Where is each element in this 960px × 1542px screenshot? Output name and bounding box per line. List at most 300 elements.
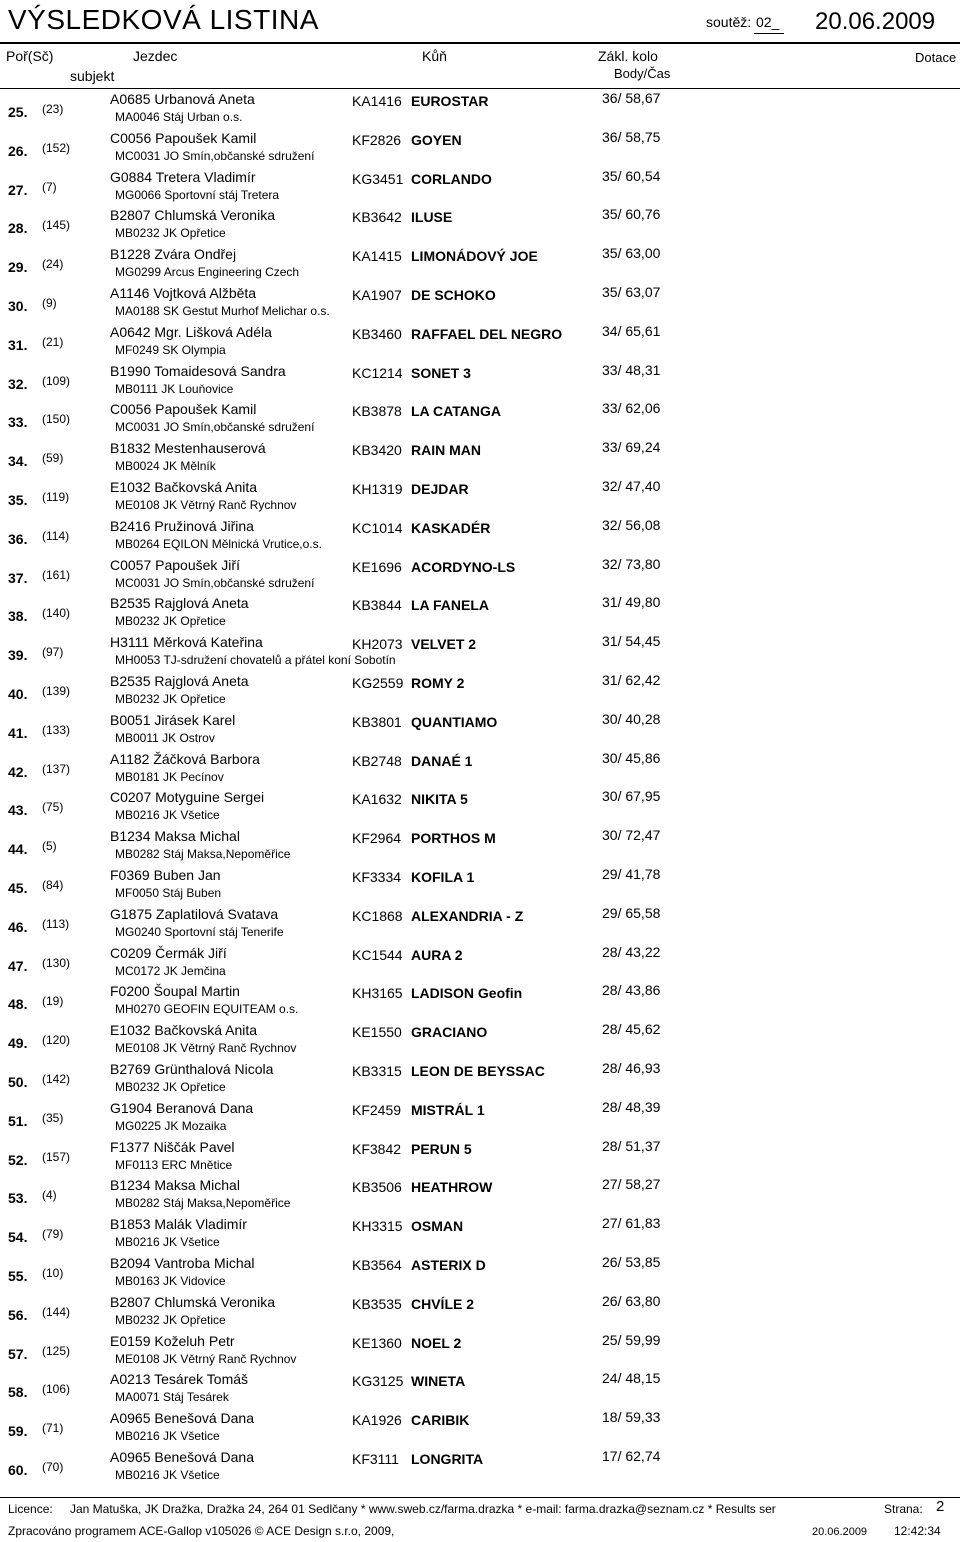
subject: MA0188 SK Gestut Murhof Melichar o.s. (115, 304, 330, 318)
rank: 51. (8, 1113, 28, 1129)
start-number: (125) (42, 1344, 71, 1358)
rank: 41. (8, 725, 28, 741)
start-number: (23) (42, 102, 64, 116)
rank: 50. (8, 1074, 28, 1090)
horse-name: LEON DE BEYSSAC (411, 1063, 545, 1079)
horse-name: SONET 3 (411, 365, 471, 381)
horse-name: LADISON Geofin (411, 985, 523, 1001)
rider: A1182 Žáčková Barbora (110, 751, 260, 767)
horse-name: CORLANDO (411, 171, 492, 187)
col-header-round: Zákl. kolo (598, 48, 658, 64)
result: 31/ 54,45 (602, 633, 661, 649)
result-row (0, 750, 960, 789)
horse-name: LA CATANGA (411, 403, 501, 419)
result-row (0, 1215, 960, 1254)
horse-code: KB3844 (352, 597, 402, 613)
horse-code: KF2826 (352, 132, 402, 148)
subject: MB0282 Stáj Maksa,Nepoměřice (115, 847, 291, 861)
rider: B2416 Pružinová Jiřina (110, 518, 254, 534)
result: 30/ 40,28 (602, 711, 661, 727)
rider: B1990 Tomaidesová Sandra (110, 363, 286, 379)
horse-name: LIMONÁDOVÝ JOE (411, 248, 538, 264)
horse-name: RAFFAEL DEL NEGRO (411, 326, 563, 342)
result-row (0, 168, 960, 207)
result-row (0, 594, 960, 633)
start-number: (130) (42, 956, 71, 970)
horse-code: KA1926 (352, 1412, 402, 1428)
horse-code: KB3564 (352, 1257, 402, 1273)
rank: 30. (8, 298, 28, 314)
rider: C0209 Čermák Jiří (110, 945, 227, 961)
result-row (0, 1060, 960, 1099)
rider: A0642 Mgr. Lišková Adéla (110, 324, 272, 340)
horse-code: KA1907 (352, 287, 402, 303)
result-row (0, 866, 960, 905)
result: 30/ 45,86 (602, 750, 661, 766)
page-title: VÝSLEDKOVÁ LISTINA (8, 4, 319, 35)
start-number: (7) (42, 180, 57, 194)
result: 33/ 48,31 (602, 362, 661, 378)
rider: C0207 Motyguine Sergei (110, 789, 265, 805)
start-number: (113) (42, 917, 70, 931)
subject: MH0270 GEOFIN EQUITEAM o.s. (115, 1002, 299, 1016)
subject: MB0264 EQILON Mělnická Vrutice,o.s. (115, 537, 322, 551)
rider: E1032 Bačkovská Anita (110, 479, 258, 495)
rank: 58. (8, 1384, 28, 1400)
subject: MG0225 JK Mozaika (115, 1119, 227, 1133)
subject: MG0240 Sportovní stáj Tenerife (115, 925, 284, 939)
start-number: (152) (42, 141, 71, 155)
col-header-horse: Kůň (422, 48, 447, 64)
start-number: (157) (42, 1150, 71, 1164)
horse-name: ASTERIX D (411, 1257, 486, 1273)
subject: MH0053 TJ-sdružení chovatelů a přátel koní Sobotín (115, 653, 396, 667)
start-number: (161) (42, 568, 71, 582)
rider: B1228 Zvára Ondřej (110, 246, 237, 262)
horse-code: KB3420 (352, 442, 402, 458)
rank: 55. (8, 1268, 28, 1284)
start-number: (139) (42, 684, 71, 698)
footer-divider (0, 1497, 960, 1498)
print-date: 20.06.2009 (812, 1526, 868, 1538)
rank: 43. (8, 802, 28, 818)
rider: B1234 Maksa Michal (110, 1177, 240, 1193)
contest-label: soutěž: (706, 14, 752, 30)
rank: 56. (8, 1307, 28, 1323)
horse-name: GRACIANO (411, 1024, 488, 1040)
rider: A1146 Vojtková Alžběta (110, 285, 257, 301)
result-row (0, 1176, 960, 1215)
start-number: (145) (42, 218, 71, 232)
subject: MB0024 JK Mělník (115, 459, 216, 473)
horse-code: KB3460 (352, 326, 402, 342)
start-number: (150) (42, 412, 71, 426)
horse-code: KB3315 (352, 1063, 402, 1079)
result-row (0, 1448, 960, 1487)
result: 30/ 72,47 (602, 827, 661, 843)
horse-code: KC1014 (352, 520, 403, 536)
horse-name: DANAÉ 1 (411, 753, 473, 769)
result-row (0, 439, 960, 478)
result-row (0, 1099, 960, 1138)
rider: A0965 Benešová Dana (110, 1410, 254, 1426)
subject: MB0181 JK Pecínov (115, 770, 224, 784)
rider: E1032 Bačkovská Anita (110, 1022, 258, 1038)
result-row (0, 556, 960, 595)
horse-name: QUANTIAMO (411, 714, 498, 730)
result-row (0, 944, 960, 983)
start-number: (79) (42, 1227, 64, 1241)
horse-name: NIKITA 5 (411, 791, 468, 807)
subject: MB0216 JK Všetice (115, 1429, 220, 1443)
horse-name: LONGRITA (411, 1451, 484, 1467)
result: 28/ 43,22 (602, 944, 661, 960)
rank: 36. (8, 531, 28, 547)
rank: 48. (8, 996, 28, 1012)
result-row (0, 245, 960, 284)
subject: MB0232 JK Opřetice (115, 692, 226, 706)
subject: ME0108 JK Větrný Ranč Rychnov (115, 498, 297, 512)
horse-code: KA1632 (352, 791, 402, 807)
result: 31/ 62,42 (602, 672, 661, 688)
result-row (0, 1370, 960, 1409)
rank: 54. (8, 1229, 28, 1245)
result-row (0, 633, 960, 672)
horse-name: LA FANELA (411, 597, 490, 613)
result: 30/ 67,95 (602, 788, 661, 804)
horse-code: KH2073 (352, 636, 403, 652)
result-row (0, 129, 960, 168)
rank: 52. (8, 1152, 28, 1168)
result: 29/ 41,78 (602, 866, 661, 882)
horse-code: KC1214 (352, 365, 403, 381)
horse-name: OSMAN (411, 1218, 464, 1234)
subject: MA0071 Stáj Tesárek (115, 1390, 229, 1404)
result: 27/ 61,83 (602, 1215, 661, 1231)
horse-code: KF2459 (352, 1102, 402, 1118)
column-header-divider (0, 88, 960, 89)
rank: 40. (8, 686, 28, 702)
rider: G0884 Tretera Vladimír (110, 169, 256, 185)
horse-code: KB3642 (352, 209, 402, 225)
subject: MC0031 JO Smín,občanské sdružení (115, 576, 315, 590)
rider: A0685 Urbanová Aneta (110, 91, 255, 107)
result: 26/ 53,85 (602, 1254, 661, 1270)
print-time: 12:42:34 (894, 1524, 941, 1538)
result: 32/ 47,40 (602, 478, 661, 494)
rank: 57. (8, 1346, 28, 1362)
result: 36/ 58,75 (602, 129, 661, 145)
rider: A0213 Tesárek Tomáš (110, 1371, 249, 1387)
result: 28/ 46,93 (602, 1060, 661, 1076)
horse-name: DE SCHOKO (411, 287, 496, 303)
result-row (0, 827, 960, 866)
col-header-dotace: Dotace (915, 50, 957, 65)
subject: MB0163 JK Vidovice (115, 1274, 226, 1288)
result-row (0, 1021, 960, 1060)
result: 31/ 49,80 (602, 594, 661, 610)
result-row (0, 982, 960, 1021)
start-number: (24) (42, 257, 64, 271)
start-number: (144) (42, 1305, 71, 1319)
result-row (0, 206, 960, 245)
horse-code: KE1696 (352, 559, 402, 575)
start-number: (97) (42, 645, 64, 659)
result: 24/ 48,15 (602, 1370, 661, 1386)
result-row (0, 90, 960, 129)
horse-name: ROMY 2 (411, 675, 465, 691)
subject: ME0108 JK Větrný Ranč Rychnov (115, 1041, 297, 1055)
subject: MB0232 JK Opřetice (115, 614, 226, 628)
horse-code: KB3878 (352, 403, 402, 419)
result: 28/ 48,39 (602, 1099, 661, 1115)
horse-name: VELVET 2 (411, 636, 477, 652)
subject: MB0216 JK Všetice (115, 808, 220, 822)
horse-name: KASKADÉR (411, 520, 491, 536)
result: 35/ 63,07 (602, 284, 661, 300)
horse-name: GOYEN (411, 132, 462, 148)
result: 33/ 69,24 (602, 439, 661, 455)
subject: ME0108 JK Větrný Ranč Rychnov (115, 1352, 297, 1366)
rank: 60. (8, 1462, 28, 1478)
result: 34/ 65,61 (602, 323, 661, 339)
rank: 27. (8, 182, 28, 198)
horse-name: MISTRÁL 1 (411, 1102, 485, 1118)
result-row (0, 1293, 960, 1332)
result: 26/ 63,80 (602, 1293, 661, 1309)
page-number: 2 (936, 1498, 945, 1515)
rank: 44. (8, 841, 28, 857)
start-number: (142) (42, 1072, 71, 1086)
start-number: (59) (42, 451, 64, 465)
horse-name: PERUN 5 (411, 1141, 472, 1157)
rider: C0056 Papoušek Kamil (110, 401, 257, 417)
rank: 53. (8, 1190, 28, 1206)
result: 28/ 51,37 (602, 1138, 661, 1154)
rider: B2807 Chlumská Veronika (110, 207, 275, 223)
rank: 32. (8, 376, 28, 392)
start-number: (106) (42, 1382, 71, 1396)
start-number: (133) (42, 723, 71, 737)
subject: MB0216 JK Všetice (115, 1468, 220, 1482)
rider: B2807 Chlumská Veronika (110, 1294, 275, 1310)
rank: 38. (8, 608, 28, 624)
rider: H3111 Měrková Kateřina (110, 634, 263, 650)
result: 33/ 62,06 (602, 400, 661, 416)
subject: MF0050 Stáj Buben (115, 886, 222, 900)
result-row (0, 284, 960, 323)
rider: B2094 Vantroba Michal (110, 1255, 255, 1271)
contest-number-underline (754, 33, 784, 34)
rank: 25. (8, 104, 28, 120)
result: 35/ 60,54 (602, 168, 661, 184)
start-number: (109) (42, 374, 71, 388)
result-row (0, 788, 960, 827)
horse-code: KC1544 (352, 947, 403, 963)
subject: MB0111 JK Louňovice (115, 382, 234, 396)
horse-code: KG3125 (352, 1373, 404, 1389)
licence-text: Jan Matuška, JK Dražka, Dražka 24, 264 01 Sedlčany * www.sweb.cz/farma.drazka * e-mail: farma.drazka@seznam.cz * Results ser (70, 1502, 776, 1516)
horse-code: KE1550 (352, 1024, 402, 1040)
subject: MB0232 JK Opřetice (115, 1080, 226, 1094)
rider: F1377 Niščák Pavel (110, 1139, 235, 1155)
horse-code: KA1416 (352, 93, 402, 109)
start-number: (84) (42, 878, 64, 892)
result-row (0, 1332, 960, 1371)
horse-code: KB2748 (352, 753, 402, 769)
result: 28/ 45,62 (602, 1021, 661, 1037)
rank: 47. (8, 958, 28, 974)
rider: C0057 Papoušek Jiří (110, 557, 240, 573)
subject: MF0249 SK Olympia (115, 343, 226, 357)
page-label: Strana: (884, 1502, 923, 1516)
subject: MF0113 ERC Mnětice (115, 1158, 233, 1172)
horse-name: KOFILA 1 (411, 869, 475, 885)
rank: 49. (8, 1035, 28, 1051)
horse-name: CARIBIK (411, 1412, 470, 1428)
result-row (0, 711, 960, 750)
horse-code: KH3315 (352, 1218, 403, 1234)
horse-code: KF3111 (352, 1451, 399, 1467)
rank: 46. (8, 919, 28, 935)
start-number: (9) (42, 296, 57, 310)
result-row (0, 323, 960, 362)
result-row (0, 1409, 960, 1448)
subject: MC0172 JK Jemčina (115, 964, 226, 978)
col-header-subject: subjekt (70, 68, 115, 84)
result-row (0, 1138, 960, 1177)
start-number: (21) (42, 335, 64, 349)
horse-code: KA1415 (352, 248, 402, 264)
horse-name: ILUSE (411, 209, 453, 225)
horse-code: KC1868 (352, 908, 403, 924)
horse-code: KB3801 (352, 714, 402, 730)
horse-code: KE1360 (352, 1335, 402, 1351)
start-number: (119) (42, 490, 70, 504)
rider: B2535 Rajglová Aneta (110, 595, 249, 611)
horse-name: ACORDYNO-LS (411, 559, 516, 575)
rank: 45. (8, 880, 28, 896)
result: 18/ 59,33 (602, 1409, 661, 1425)
subject: MB0232 JK Opřetice (115, 1313, 226, 1327)
program-text: Zpracováno programem ACE-Gallop v105026 © ACE Design s.r.o, 2009, (8, 1524, 395, 1538)
result-row (0, 1254, 960, 1293)
result: 27/ 58,27 (602, 1176, 661, 1192)
col-header-points-time: Body/Čas (614, 66, 671, 81)
horse-name: ALEXANDRIA - Z (411, 908, 524, 924)
horse-name: DEJDAR (411, 481, 469, 497)
rider: G1875 Zaplatilová Svatava (110, 906, 279, 922)
rank: 37. (8, 570, 28, 586)
subject: MB0282 Stáj Maksa,Nepoměřice (115, 1196, 291, 1210)
result-row (0, 362, 960, 401)
rank: 29. (8, 259, 28, 275)
rider: G1904 Beranová Dana (110, 1100, 254, 1116)
rank: 42. (8, 764, 28, 780)
start-number: (70) (42, 1460, 64, 1474)
rider: B1853 Malák Vladimír (110, 1216, 247, 1232)
result: 32/ 56,08 (602, 517, 661, 533)
rank: 28. (8, 220, 28, 236)
col-header-rank: Poř(Sč) (6, 48, 54, 64)
horse-code: KB3506 (352, 1179, 402, 1195)
horse-name: HEATHROW (411, 1179, 493, 1195)
subject: MB0011 JK Ostrov (115, 731, 215, 745)
rider: B0051 Jirásek Karel (110, 712, 236, 728)
result: 29/ 65,58 (602, 905, 661, 921)
horse-code: KF3334 (352, 869, 402, 885)
header-divider (0, 42, 960, 44)
result: 25/ 59,99 (602, 1332, 661, 1348)
start-number: (35) (42, 1111, 64, 1125)
subject: MC0031 JO Smín,občanské sdružení (115, 149, 315, 163)
rider: B2769 Grünthalová Nicola (110, 1061, 274, 1077)
rank: 31. (8, 337, 28, 353)
rank: 35. (8, 492, 28, 508)
result: 32/ 73,80 (602, 556, 661, 572)
start-number: (114) (42, 529, 70, 543)
rank: 26. (8, 143, 28, 159)
horse-code: KH1319 (352, 481, 403, 497)
result-row (0, 905, 960, 944)
result-row (0, 672, 960, 711)
rider: E0159 Koželuh Petr (110, 1333, 235, 1349)
result-row (0, 478, 960, 517)
result: 17/ 62,74 (602, 1448, 661, 1464)
subject: MB0216 JK Všetice (115, 1235, 220, 1249)
horse-name: NOEL 2 (411, 1335, 462, 1351)
start-number: (137) (42, 762, 71, 776)
col-header-rider: Jezdec (133, 48, 178, 64)
horse-name: WINETA (411, 1373, 466, 1389)
horse-code: KH3165 (352, 985, 403, 1001)
result: 35/ 63,00 (602, 245, 661, 261)
horse-name: RAIN MAN (411, 442, 481, 458)
rider: A0965 Benešová Dana (110, 1449, 254, 1465)
subject: MA0046 Stáj Urban o.s. (115, 110, 243, 124)
horse-code: KG2559 (352, 675, 404, 691)
horse-code: KF2964 (352, 830, 402, 846)
result: 35/ 60,76 (602, 206, 661, 222)
rank: 34. (8, 453, 28, 469)
horse-name: AURA 2 (411, 947, 463, 963)
subject: MB0232 JK Opřetice (115, 226, 226, 240)
result: 36/ 58,67 (602, 90, 661, 106)
horse-name: PORTHOS M (411, 830, 496, 846)
result-row (0, 517, 960, 556)
rider: F0369 Buben Jan (110, 867, 221, 883)
rank: 33. (8, 414, 28, 430)
horse-code: KG3451 (352, 171, 404, 187)
rider: F0200 Šoupal Martin (110, 983, 240, 999)
horse-name: EUROSTAR (411, 93, 489, 109)
contest-number: 02_ (756, 14, 780, 30)
horse-code: KF3842 (352, 1141, 402, 1157)
start-number: (19) (42, 994, 64, 1008)
start-number: (140) (42, 606, 71, 620)
licence-label: Licence: (8, 1502, 53, 1516)
subject: MG0066 Sportovní stáj Tretera (115, 188, 280, 202)
rider: B1832 Mestenhauserová (110, 440, 266, 456)
result: 28/ 43,86 (602, 982, 661, 998)
rider: B1234 Maksa Michal (110, 828, 240, 844)
horse-name: CHVÍLE 2 (411, 1296, 475, 1312)
rider: C0056 Papoušek Kamil (110, 130, 257, 146)
start-number: (10) (42, 1266, 64, 1280)
subject: MC0031 JO Smín,občanské sdružení (115, 420, 315, 434)
start-number: (4) (42, 1188, 57, 1202)
rank: 39. (8, 647, 28, 663)
